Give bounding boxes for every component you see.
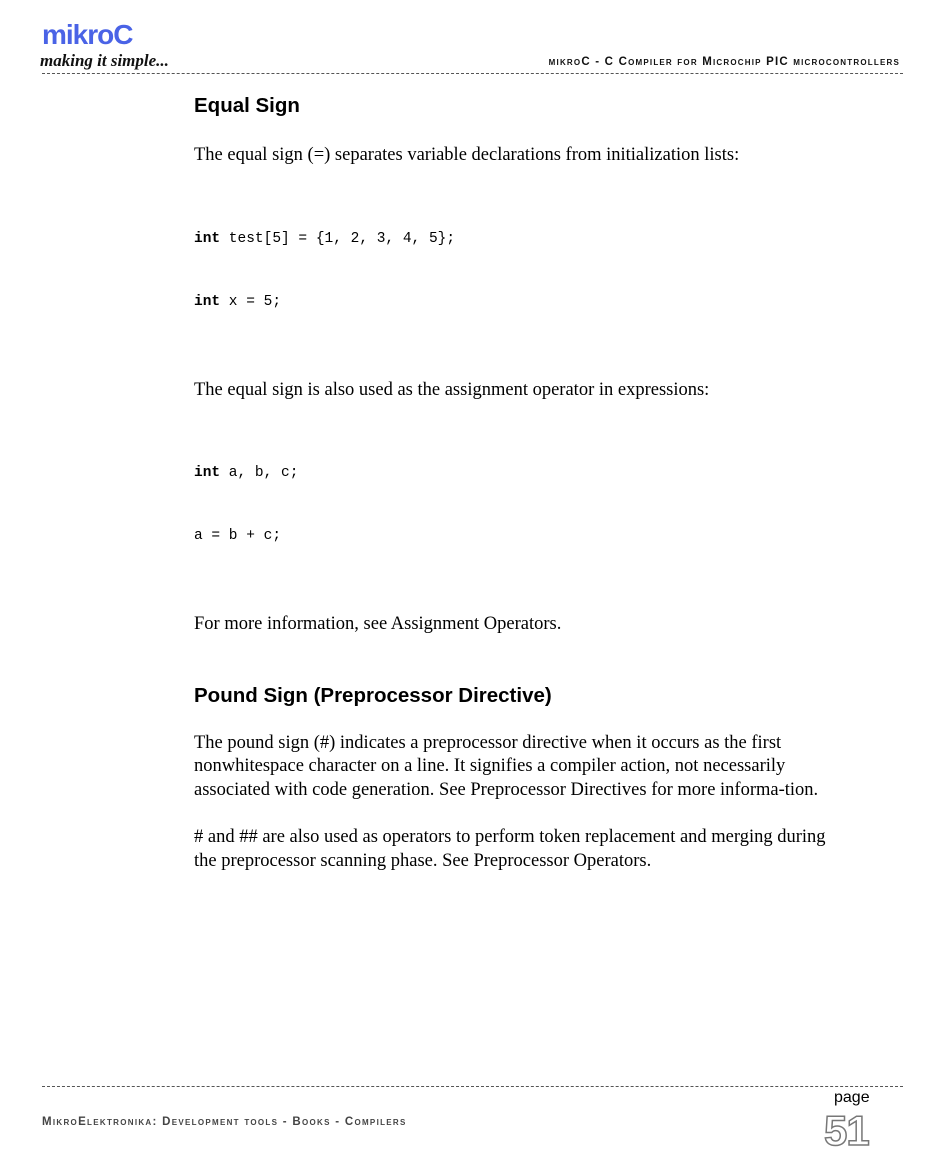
code-text: a, b, c; <box>220 465 299 481</box>
logo: mikroC <box>42 19 133 50</box>
paragraph: # and ## are also used as operators to perform token replacement and merging during the preprocessor scanning phase. See Preprocessor Operators. <box>194 827 826 871</box>
tagline: making it simple... <box>40 51 169 70</box>
code-line <box>194 292 834 313</box>
heading-equal-sign: Equal Sign <box>194 94 300 117</box>
header-title-rest: - C Compiler for Microchip PIC microcontrollers <box>590 56 900 68</box>
code-keyword: int <box>194 230 221 247</box>
header-title-brand: mikroC <box>548 56 591 68</box>
code-block <box>194 421 834 589</box>
code-text: test[5] = {1, 2, 3, 4, 5}; <box>220 230 456 247</box>
page-label: page <box>834 1089 870 1106</box>
code-text: a = b + c; <box>194 528 282 544</box>
page-number: 51 <box>824 1107 869 1154</box>
footer-text: MikroElektronika: Development tools - Books - Compilers <box>42 1116 407 1128</box>
header-title <box>549 56 900 68</box>
code-line <box>194 229 834 250</box>
paragraph: The pound sign (#) indicates a preprocessor directive when it occurs as the first nonwhitespace character on a line. It signifies a compiler action, not necessarily associated with code generation. See Preprocessor Directives for more informa-tion. <box>194 732 819 800</box>
heading-pound-sign: Pound Sign (Preprocessor Directive) <box>194 683 552 707</box>
paragraph: The equal sign (=) separates variable declarations from initialization lists: <box>194 145 740 165</box>
code-line <box>194 526 834 547</box>
header-divider <box>42 73 903 74</box>
paragraph: The equal sign is also used as the assignment operator in expressions: <box>194 379 710 400</box>
paragraph: For more information, see Assignment Operators. <box>194 614 562 634</box>
footer-divider <box>42 1086 903 1087</box>
code-line <box>194 463 834 484</box>
code-keyword: int <box>194 293 221 310</box>
code-keyword: int <box>194 465 221 481</box>
main-content <box>194 92 834 873</box>
code-text: x = 5; <box>220 293 282 310</box>
code-block <box>194 187 834 355</box>
